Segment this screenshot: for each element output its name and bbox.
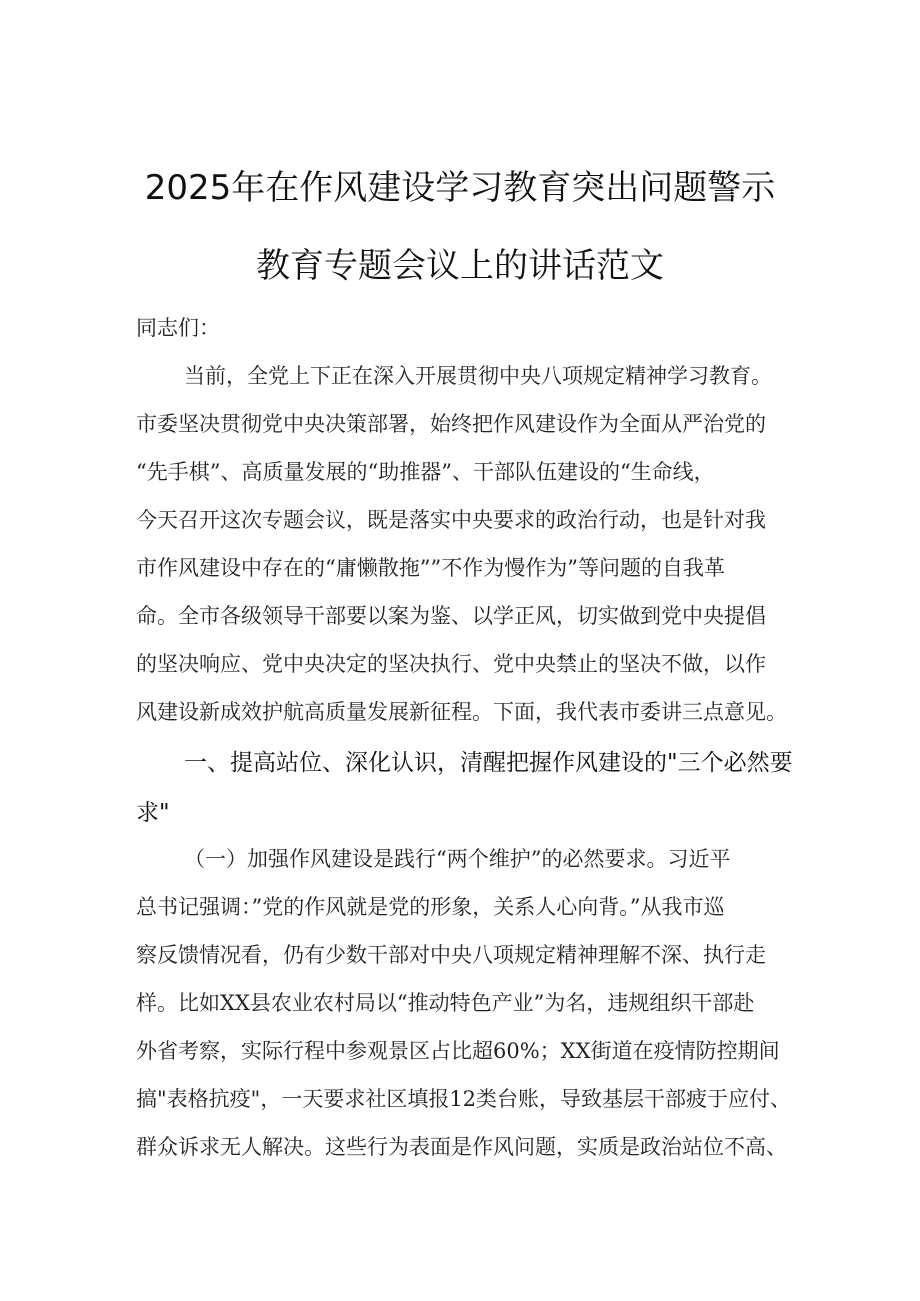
paragraph-2-line: 总书记强调：”党的作风就是党的形象，关系人心向背。”从我市巡 (136, 895, 725, 919)
salutation: 同志们： (136, 316, 220, 340)
paragraph-1-line: “先手棋”、高质量发展的“助推器”、干部队伍建设的“生命线， (136, 460, 715, 484)
paragraph-1-line: 今天召开这次专题会议，既是落实中央要求的政治行动，也是针对我 (136, 508, 766, 532)
section-heading-1-line: 一、提高站位、深化认识，清醒把握作风建设的"三个必然要 (184, 750, 793, 776)
paragraph-1-line: 市作风建设中存在的“庸懒散拖””不作为慢作为”等问题的自我革 (136, 556, 725, 580)
paragraph-1-line: 的坚决响应、党中央决定的坚决执行、党中央禁止的坚决不做，以作 (136, 652, 766, 676)
paragraph-2-line: 察反馈情况看，仍有少数干部对中央八项规定精神理解不深、执行走 (136, 943, 766, 967)
section-heading-1-line: 求" (136, 800, 170, 826)
paragraph-1-line: 市委坚决贯彻党中央决策部署，始终把作风建设作为全面从严治党的 (136, 412, 766, 436)
document-title-line-1: 2025年在作风建设学习教育突出问题警示 (144, 168, 776, 208)
paragraph-2-line: 外省考察，实际行程中参观景区占比超60%；XX街道在疫情防控期间 (136, 1039, 780, 1063)
paragraph-1-line: 命。全市各级领导干部要以案为鉴、以学正风，切实做到党中央提倡 (136, 604, 766, 628)
paragraph-2-line: （一）加强作风建设是践行“两个维护”的必然要求。习近平 (184, 847, 731, 871)
paragraph-1-line: 风建设新成效护航高质量发展新征程。下面，我代表市委讲三点意见。 (136, 700, 787, 724)
document-title-line-2: 教育专题会议上的讲话范文 (256, 246, 664, 286)
paragraph-2-line: 搞"表格抗疫"，一天要求社区填报12类台账，导致基层干部疲于应付、 (136, 1087, 792, 1111)
paragraph-1-line: 当前，全党上下正在深入开展贯彻中央八项规定精神学习教育。 (184, 364, 772, 388)
paragraph-2-line: 样。比如XX县农业农村局以“推动特色产业”为名，违规组织干部赴 (136, 991, 755, 1015)
paragraph-2-line: 群众诉求无人解决。这些行为表面是作风问题，实质是政治站位不高、 (136, 1135, 787, 1159)
